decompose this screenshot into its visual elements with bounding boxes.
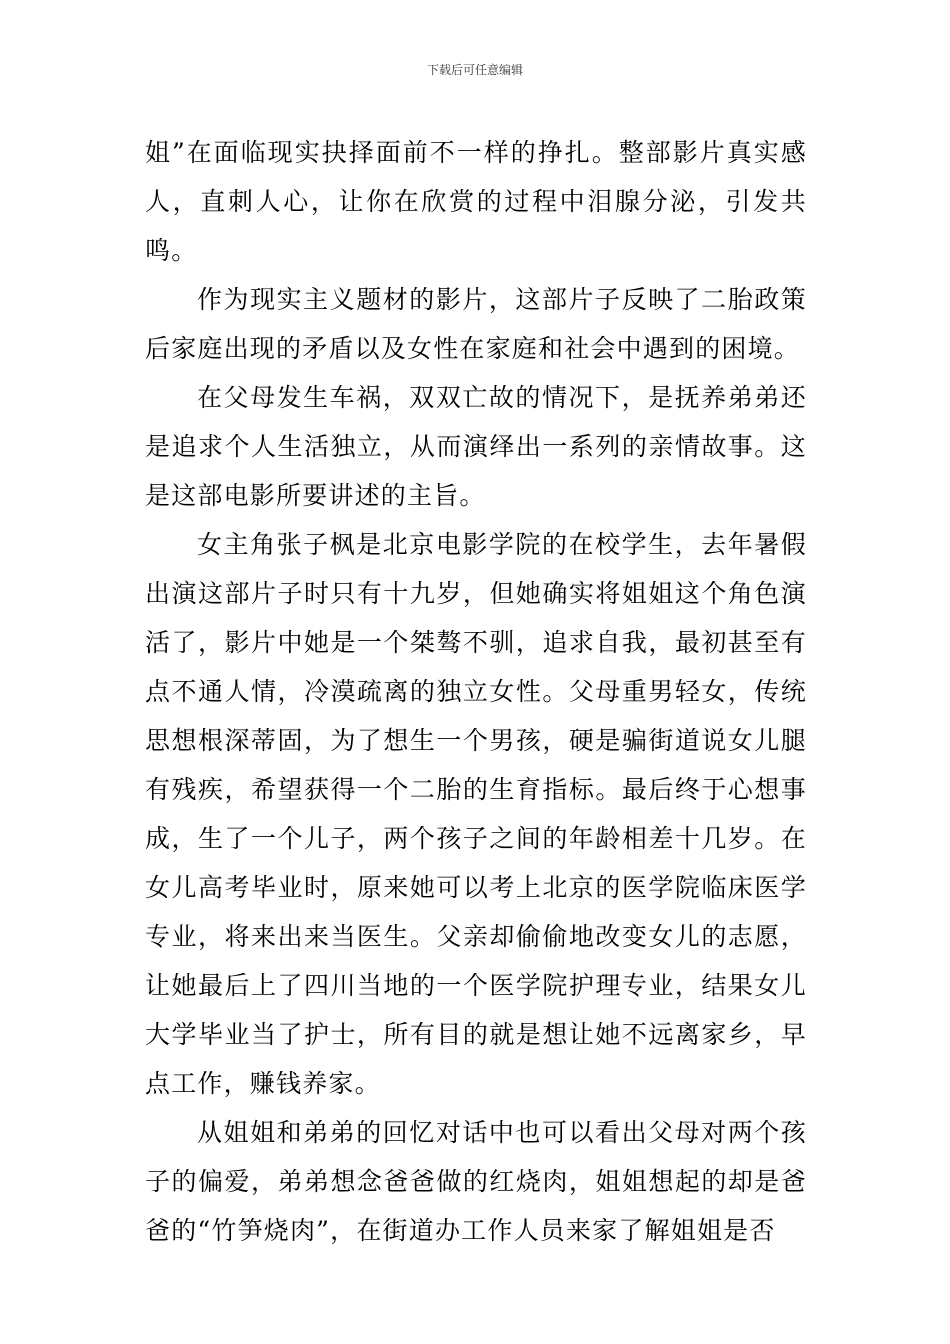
paragraph: 作为现实主义题材的影片，这部片子反映了二胎政策后家庭出现的矛盾以及女性在家庭和社会中遇到的困境。 bbox=[145, 285, 807, 363]
paragraph: 从姐姐和弟弟的回忆对话中也可以看出父母对两个孩子的偏爱，弟弟想念爸爸做的红烧肉，姐姐想起的却是爸爸的“竹笋烧肉”，在街道办工作人员来家了解姐姐是否 bbox=[145, 1118, 807, 1245]
body-text bbox=[145, 128, 807, 1255]
paragraph: 女主角张子枫是北京电影学院的在校学生，去年暑假出演这部片子时只有十九岁，但她确实将姐姐这个角色演活了，影片中她是一个桀骜不驯，追求自我，最初甚至有点不通人情，冷漠疏离的独立女性。父母重男轻女，传统思想根深蒂固，为了想生一个男孩，硬是骗街道说女儿腿有残疾，希望获得一个二胎的生育指标。最后终于心想事成，生了一个儿子，两个孩子之间的年龄相差十几岁。在女儿高考毕业时，原来她可以考上北京的医学院临床医学专业，将来出来当医生。父亲却偷偷地改变女儿的志愿，让她最后上了四川当地的一个医学院护理专业，结果女儿大学毕业当了护士，所有目的就是想让她不远离家乡，早点工作，赚钱养家。 bbox=[145, 530, 807, 1098]
page-header: 下载后可任意编辑 bbox=[426, 63, 523, 77]
paragraph: 在父母发生车祸，双双亡故的情况下，是抚养弟弟还是追求个人生活独立，从而演绎出一系列的亲情故事。这是这部电影所要讲述的主旨。 bbox=[145, 383, 807, 510]
paragraph: 姐”在面临现实抉择面前不一样的挣扎。整部影片真实感人，直刺人心，让你在欣赏的过程中泪腺分泌，引发共鸣。 bbox=[145, 138, 807, 265]
